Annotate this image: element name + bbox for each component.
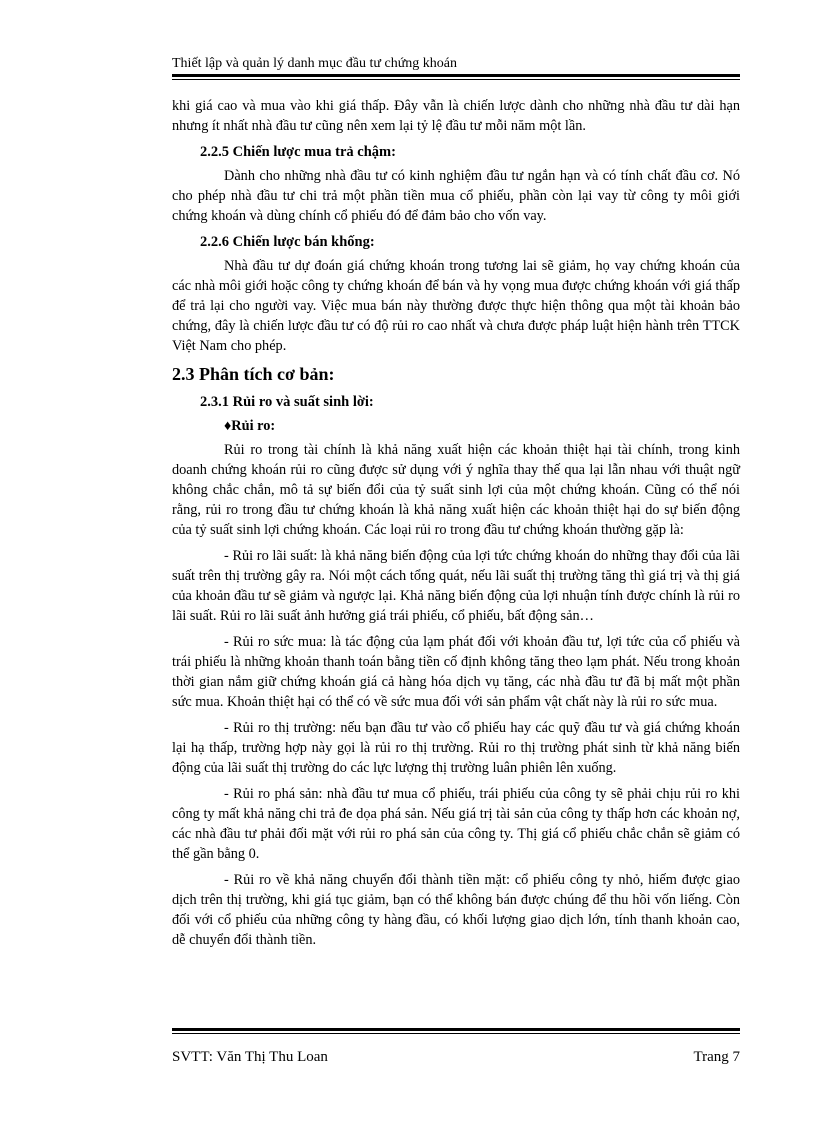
- page-number: Trang 7: [693, 1049, 740, 1065]
- paragraph-ban-khong: Nhà đầu tư dự đoán giá chứng khoán trong tương lai sẽ giảm, họ vay chứng khoán của các nhà môi giới hoặc công ty chứng khoán để bán và hy vọng mua được chứng khoán với giá thấp để trả lại cho người vay. Việc mua bán này thường được thực hiện thông qua một tài khoản bảo chứng, đây là chiến lược đầu tư có độ rủi ro cao nhất và chưa được pháp luật hiện hành trên TTCK Việt Nam cho phép.: [172, 258, 740, 354]
- paragraph-rui-ro: Rủi ro trong tài chính là khả năng xuất hiện các khoản thiệt hại tài chính, trong kinh doanh chứng khoán rủi ro cũng được sử dụng với ý nghĩa thay thế qua lại lẫn nhau với thuật ngữ không chắc chắn, mô tả sự biến đổi của tỷ suất sinh lợi của một chứng khoán. Cũng có thể nói rằng, rủi ro trong đầu tư chứng khoán là khả năng xuất hiện các khoản thiệt hại do sự biến động của tỷ suất sinh lợi chứng khoán. Các loại rủi ro trong đầu tư chứng khoán thường gặp là:: [172, 442, 740, 538]
- page-header: [172, 56, 740, 72]
- heading-2-3-1: 2.3.1 Rủi ro và suất sinh lời:: [200, 394, 374, 410]
- heading-2-2-6: 2.2.6 Chiến lược bán khống:: [200, 234, 375, 250]
- header-title: Thiết lập và quản lý danh mục đầu tư chứng khoán: [172, 56, 457, 71]
- heading-2-3: 2.3 Phân tích cơ bản:: [172, 364, 335, 384]
- footer-author: SVTT: Văn Thị Thu Loan: [172, 1049, 328, 1065]
- paragraph-rui-ro-thi-truong: - Rủi ro thị trường: nếu bạn đầu tư vào cổ phiếu hay các quỹ đầu tư và giá chứng khoán lại hạ thấp, trường hợp này gọi là rủi ro thị trường. Rủi ro thị trường phát sinh từ khả năng biến động của lãi suất thị trường do các lực lượng thị trường luân phiên lên xuống.: [172, 720, 740, 776]
- footer-rule-thick: [172, 1028, 740, 1031]
- heading-2-2-5: 2.2.5 Chiến lược mua trả chậm:: [200, 144, 396, 160]
- header-rule-thin: [172, 79, 740, 80]
- paragraph-rui-ro-pha-san: - Rủi ro phá sản: nhà đầu tư mua cổ phiếu, trái phiếu của công ty sẽ phải chịu rủi ro khi công ty mất khả năng chi trả đe dọa phá sản. Nếu giá trị tài sản của công ty thấp hơn các khoản nợ, các nhà đầu tư phải đối mặt với rủi ro phá sản của công ty. Thị giá cổ phiếu chắc chắn sẽ giảm có thể gần bằng 0.: [172, 786, 740, 862]
- heading-rui-ro: [224, 416, 740, 436]
- paragraph-continuation: khi giá cao và mua vào khi giá thấp. Đây vẫn là chiến lược dành cho những nhà đầu tư dài hạn nhưng ít nhất nhà đầu tư cũng nên xem lại tỷ lệ đầu tư mỗi năm một lần.: [172, 98, 740, 134]
- heading-rui-ro-label: Rủi ro:: [231, 418, 276, 434]
- diamond-bullet-icon: ♦: [224, 418, 232, 434]
- paragraph-rui-ro-suc-mua: - Rủi ro sức mua: là tác động của lạm phát đối với khoản đầu tư, lợi tức của cổ phiếu và trái phiếu là những khoản thanh toán bằng tiền cố định không tăng theo lạm phát. Nếu trong khoản thời gian nắm giữ chứng khoán giá cả hàng hóa dịch vụ tăng, các nhà đầu tư đã bị mất một phần sức mua. Khoản thiệt hại có thể có về sức mua đối với sản phẩm vật chất này là rủi ro sức mua.: [172, 634, 740, 710]
- paragraph-rui-ro-lai-suat: - Rủi ro lãi suất: là khả năng biến động của lợi tức chứng khoán do những thay đổi của lãi suất trên thị trường gây ra. Nói một cách tổng quát, nếu lãi suất thị trường tăng thì giá trị và thị giá của khoản đầu tư sẽ giảm và ngược lại. Khả năng biến động của lợi nhuận tính được chính là rủi ro lãi suất. Rủi ro lãi suất ảnh hưởng giá trái phiếu, cổ phiếu, bất động sản…: [172, 548, 740, 624]
- footer-rule-thin: [172, 1033, 740, 1034]
- header-rule-thick: [172, 74, 740, 77]
- document-body: [172, 96, 740, 956]
- paragraph-mua-tra-cham: Dành cho những nhà đầu tư có kinh nghiệm đầu tư ngắn hạn và có tính chất đầu cơ. Nó cho phép nhà đầu tư chi trả một phần tiền mua cổ phiếu, phần còn lại vay từ công ty môi giới chứng khoán và dùng chính cổ phiếu đó để đảm bảo cho vốn vay.: [172, 168, 740, 224]
- paragraph-rui-ro-thanh-khoan: - Rủi ro về khả năng chuyển đổi thành tiền mặt: cổ phiếu công ty nhỏ, hiếm được giao dịch trên thị trường, khi giá tục giảm, bạn có thể không bán được chúng để thu hồi vốn liếng. Còn đối với cổ phiếu của những công ty hàng đầu, có khối lượng giao dịch lớn, tính thanh khoản cao, dễ chuyển đổi thành tiền.: [172, 872, 740, 948]
